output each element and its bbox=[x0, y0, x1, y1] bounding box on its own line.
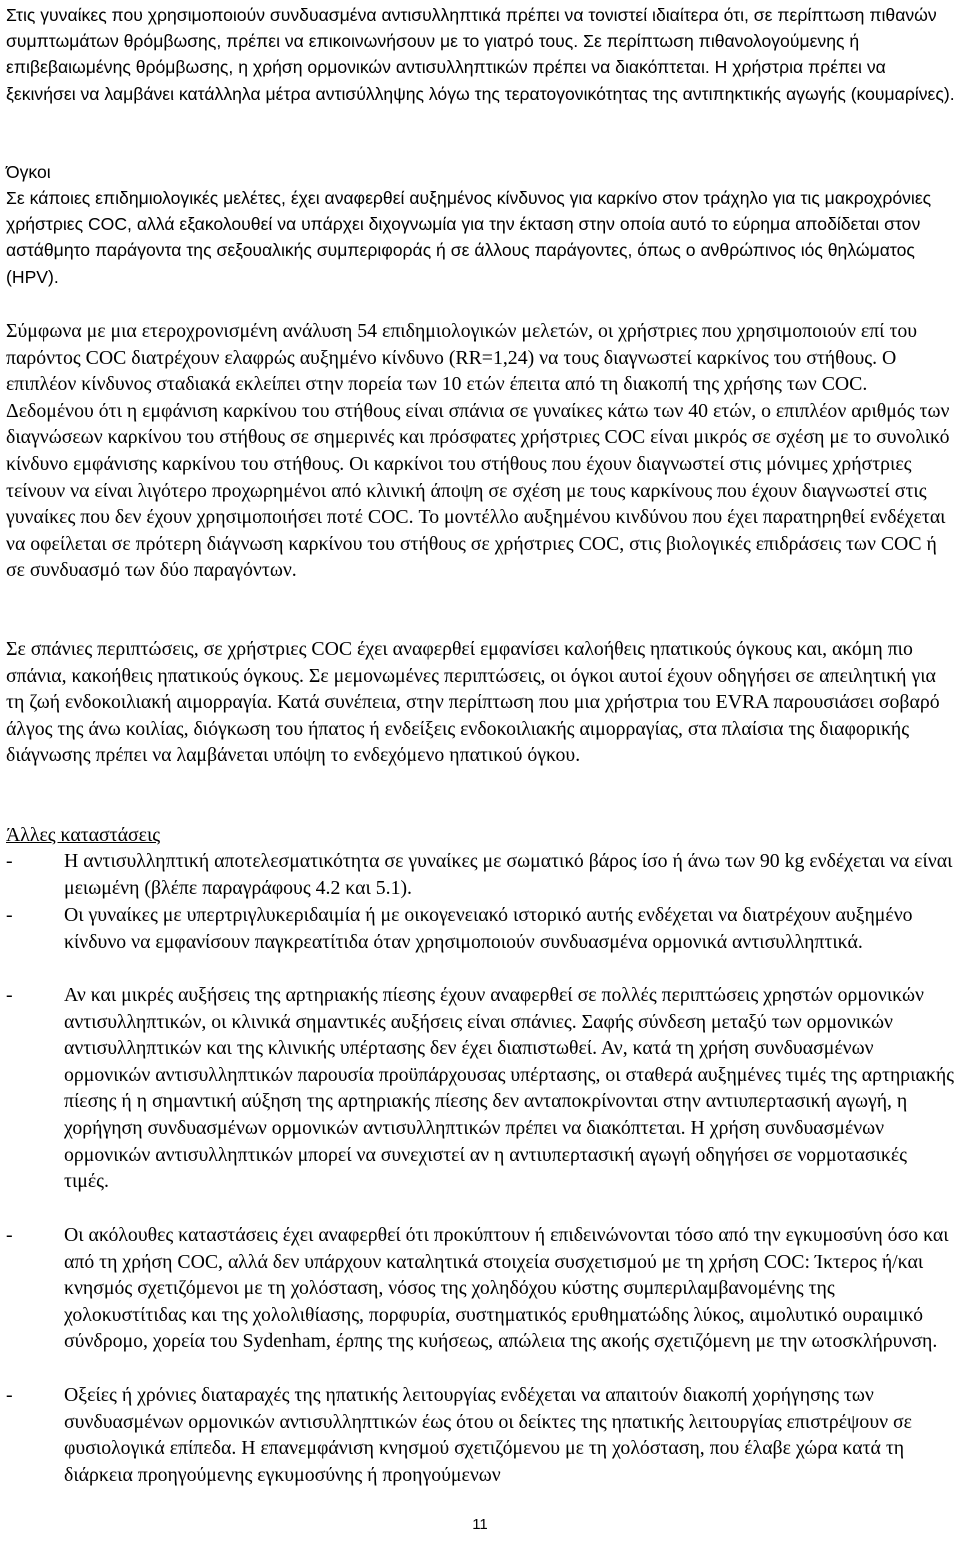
list-item-text: Η αντισυλληπτική αποτελεσματικότητα σε γυναίκες με σωματικό βάρος ίσο ή άνω των 90 kg ενδέχεται να είναι μειωμένη (βλέπε παραγράφους 4.2 και 5.1). bbox=[64, 850, 953, 899]
list-item bbox=[6, 1222, 956, 1355]
page-number: 11 bbox=[472, 1516, 488, 1533]
other-conditions-heading: Άλλες καταστάσεις bbox=[6, 824, 161, 846]
list-dash: - bbox=[6, 850, 13, 872]
tumors-heading: Όγκοι bbox=[6, 162, 51, 182]
list-dash: - bbox=[6, 1224, 13, 1246]
list-item-text: Αν και μικρές αυξήσεις της αρτηριακής πίεσης έχουν αναφερθεί σε πολλές περιπτώσεις χρηστών ορμονικών αντισυλληπτικών, οι κλινικά σημαντικές αυξήσεις είναι σπάνιες. Σαφής σύνδεση μεταξύ των ορμονικών αντισυλληπτικών και της κλινικής υπέρτασης δεν έχει διαπιστωθεί. Αν, κατά τη χρήση συνδυασμένων ορμονικών αντισυλληπτικών παρουσία προϋπάρχουσας υπέρτασης, οι σταθερά αυξημένες τιμές της αρτηριακής πίεσης ή η σημαντική αύξηση της αρτηριακής πίεσης δεν ανταποκρίνονται στην αντιυπερτασική αγωγή, η χορήγηση συνδυασμένων ορμονικών αντισυλληπτικών πρέπει να διακόπτεται. Η χρήση συνδυασμένων ορμονικών αντισυλληπτικών μπορεί να συνεχιστεί αν η αντιυπερτασική αγωγή οδηγήσει σε νορμοτασικές τιμές. bbox=[64, 984, 955, 1193]
list-item bbox=[6, 902, 956, 955]
intro-paragraph: Στις γυναίκες που χρησιμοποιούν συνδυασμένα αντισυλληπτικά πρέπει να τονιστεί ιδιαίτερα ότι, σε περίπτωση πιθανών συμπτωμάτων θρόμβωσης, πρέπει να επικοινωνήσουν με το γιατρό τους. Σε περίπτωση πιθανολογούμενης ή επιβεβαιωμένης θρόμβωσης, η χρήση ορμονικών αντισυλληπτικών πρέπει να διακόπτεται. Η χρήστρια πρέπει να ξεκινήσει να λαμβάνει κατάλληλα μέτρα αντισύλληψης λόγω της τερατογονικότητας της αντιπηκτικής αγωγής (κουμαρίνες). bbox=[6, 5, 955, 104]
list-dash: - bbox=[6, 904, 13, 926]
tumors-paragraph-3: Σε σπάνιες περιπτώσεις, σε χρήστριες COC έχει αναφερθεί εμφανίσει καλοήθεις ηπατικούς όγκους και, ακόμη πιο σπάνια, κακοήθεις ηπατικούς όγκους. Σε μεμονωμένες περιπτώσεις, οι όγκοι αυτοί έχουν οδηγήσει σε απειλητική για τη ζωή ενδοκοιλιακή αιμορραγία. Κατά συνέπεια, στην περίπτωση που μια χρήστρια του EVRA παρουσιάσει σοβαρό άλγος της άνω κοιλίας, διόγκωση του ήπατος ή ενδείξεις ενδοκοιλιακής αιμορραγίας, στα πλαίσια της διαφορικής διάγνωσης πρέπει να λαμβάνεται υπόψη το ενδεχόμενο ηπατικού όγκου. bbox=[6, 638, 940, 767]
tumors-paragraph-2: Σύμφωνα με μια ετεροχρονισμένη ανάλυση 54 επιδημιολογικών μελετών, οι χρήστριες που χρησιμοποιούν επί του παρόντος COC διατρέχουν ελαφρώς αυξημένο κίνδυνο (RR=1,24) να τους διαγνωστεί καρκίνος του στήθους. Ο επιπλέον κίνδυνος σταδιακά εκλείπει στην πορεία των 10 ετών έπειτα από τη διακοπή της χρήσης των COC. Δεδομένου ότι η εμφάνιση καρκίνου του στήθους είναι σπάνια σε γυναίκες κάτω των 40 ετών, ο επιπλέον αριθμός των διαγνώσεων καρκίνου του στήθους σε σημερινές και πρόσφατες χρήστριες COC είναι μικρός σε σχέση με το συνολικό κίνδυνο εμφάνισης καρκίνου του στήθους. Οι καρκίνοι του στήθους που έχουν διαγνωστεί στις μόνιμες χρήστριες τείνουν να είναι λιγότερο προχωρημένοι από κλινική άποψη σε σχέση με τους καρκίνους που έχουν διαγνωστεί στις γυναίκες που δεν έχουν χρησιμοποιήσει ποτέ COC. Το μοντέλλο αυξημένου κινδύνου που έχει παρατηρηθεί ενδέχεται να οφείλεται σε πρότερη διάγνωση καρκίνου του στήθους σε χρήστριες COC, στις βιολογικές επιδράσεις των COC ή σε συνδυασμό των δύο παραγόντων. bbox=[6, 320, 950, 582]
list-item bbox=[6, 982, 956, 1195]
list-item-text: Οι ακόλουθες καταστάσεις έχει αναφερθεί ότι προκύπτουν ή επιδεινώνονται τόσο από την εγκυμοσύνη όσο και από τη χρήση COC, αλλά δεν υπάρχουν καταλητικά στοιχεία συσχετισμού με τη χρήση COC: Ίκτερος ή/και κνησμός σχετιζόμενοι με τη χολόσταση, νόσος της χοληδόχου κύστης συμπεριλαμβανομένης της χολοκυστίτιδας και της χολολιθίασης, πορφυρία, συστηματικός ερυθηματώδης λύκος, αιμολυτικό ουραιμικό σύνδρομο, χορεία του Sydenham, έρπης της κυήσεως, απώλεια της ακοής σχετιζόμενη με την ωτοσκλήρυνση. bbox=[64, 1224, 949, 1353]
tumors-paragraph-1: Σε κάποιες επιδημιολογικές μελέτες, έχει αναφερθεί αυξημένος κίνδυνος για καρκίνο στον τράχηλο για τις μακροχρόνιες χρήστριες COC, αλλά εξακολουθεί να υπάρχει διχογνωμία για την έκταση στην οποία αυτό το εύρημα αποδίδεται στον αστάθμητο παράγοντα της σεξουαλικής συμπεριφοράς ή σε άλλους παράγοντες, όπως ο ανθρώπινος ιός θηλώματος (HPV). bbox=[6, 188, 932, 287]
list-item-text: Οξείες ή χρόνιες διαταραχές της ηπατικής λειτουργίας ενδέχεται να απαιτούν διακοπή χορήγησης των συνδυασμένων ορμονικών αντισυλληπτικών έως ότου οι δείκτες της ηπατικής λειτουργίας επιστρέψουν σε φυσιολογικά επίπεδα. Η επανεμφάνιση κνησμού σχετιζόμενου με τη χολόσταση, που έλαβε χώρα κατά τη διάρκεια προηγούμενης εγκυμοσύνης ή προηγούμενων bbox=[64, 1384, 912, 1486]
list-item-text: Οι γυναίκες με υπερτριγλυκεριδαιμία ή με οικογενειακό ιστορικό αυτής ενδέχεται να διατρέχουν αυξημένο κίνδυνο να εμφανίσουν παγκρεατίτιδα όταν χρησιμοποιούν συνδυασμένα ορμονικά αντισυλληπτικά. bbox=[64, 904, 913, 953]
list-item bbox=[6, 848, 956, 901]
list-dash: - bbox=[6, 984, 13, 1006]
list-dash: - bbox=[6, 1384, 13, 1406]
list-item bbox=[6, 1382, 956, 1488]
